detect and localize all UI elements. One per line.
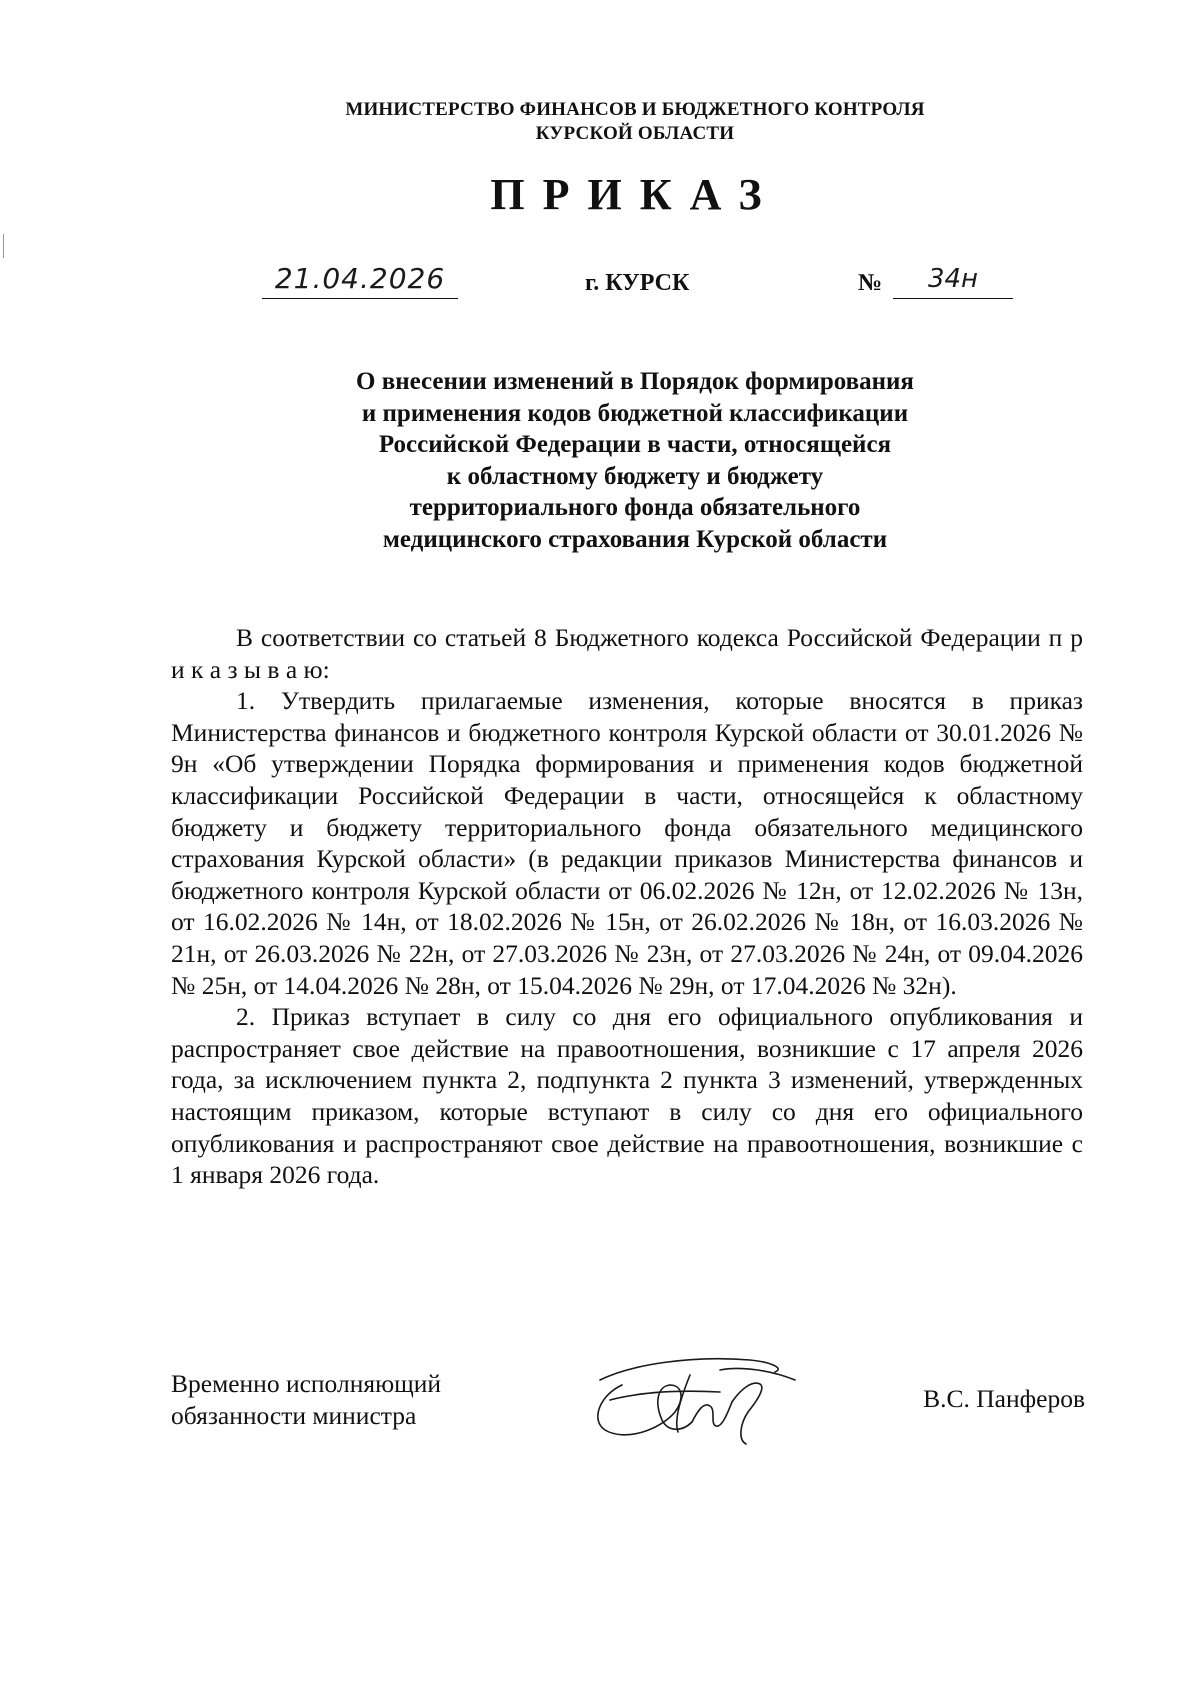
title-line: О внесении изменений в Порядок формирования — [356, 368, 914, 395]
title-line: медицинского страхования Курской области — [382, 525, 888, 553]
body-item-2-paragraph: 2. Приказ вступает в силу со дня его официального опубликования и распространяет свое действие на правоотношения, возникшие с 17 апреля 2026 года, за исключением пункта 2, подпункта 2 пункта 3 изменений, утвержденных настоящим приказом, которые вступают в силу со дня его официального опубликования и распространяют свое действие на правоотношения, возникшие с 1 января 2026 года. — [171, 1002, 1083, 1190]
organization-header — [180, 98, 1090, 146]
title-line: к областному бюджету и бюджету — [446, 462, 824, 490]
signatory-name: В.С. Панферов — [923, 1384, 1085, 1413]
document-number-label: № — [858, 270, 883, 296]
scan-margin-mark — [3, 234, 4, 258]
title-line: и применения кодов бюджетной классификации — [361, 399, 909, 427]
body-intro-paragraph: В соответствии со статьей 8 Бюджетного кодекса Российской Федерации п р и к а з ы в а ю: — [171, 623, 1083, 684]
title-line: территориального фонда обязательного — [409, 494, 861, 522]
organization-name-line-2: КУРСКОЙ ОБЛАСТИ — [535, 123, 735, 144]
organization-name-line-1: МИНИСТЕРСТВО ФИНАНСОВ И БЮДЖЕТНОГО КОНТРОЛЯ — [345, 99, 925, 120]
document-city: г. КУРСК — [585, 270, 690, 296]
handwritten-document-number: 34н — [893, 262, 1013, 299]
order-body — [171, 622, 1083, 1191]
document-type-title: ПРИКАЗ — [490, 170, 780, 219]
order-subject-title — [240, 366, 1030, 556]
signatory-position-line-2: обязанности министра — [171, 1401, 417, 1430]
title-line: Российской Федерации в части, относящейся — [378, 431, 892, 459]
signatory-position-line-1: Временно исполняющий — [171, 1369, 442, 1398]
handwritten-signature — [570, 1340, 800, 1450]
signatory-position — [171, 1368, 541, 1432]
document-meta-row — [0, 262, 1200, 302]
handwritten-date: 21.04.2026 — [262, 262, 458, 299]
body-item-1-paragraph: 1. Утвердить прилагаемые изменения, которые вносятся в приказ Министерства финансов и бюджетного контроля Курской области от 30.01.2026 № 9н «Об утверждении Порядка формирования и применения кодов бюджетной классификации Российской Федерации в части, относящейся к областному бюджету и бюджету территориального фонда обязательного медицинского страхования Курской области» (в редакции приказов Министерства финансов и бюджетного контроля Курской области от 06.02.2026 № 12н, от 12.02.2026 № 13н, от 16.02.2026 № 14н, от 18.02.2026 № 15н, от 26.02.2026 № 18н, от 16.03.2026 № 21н, от 26.03.2026 № 22н, от 27.03.2026 № 23н, от 27.03.2026 № 24н, от 09.04.2026 № 25н, от 14.04.2026 № 28н, от 15.04.2026 № 29н, от 17.04.2026 № 32н). — [171, 686, 1083, 1000]
